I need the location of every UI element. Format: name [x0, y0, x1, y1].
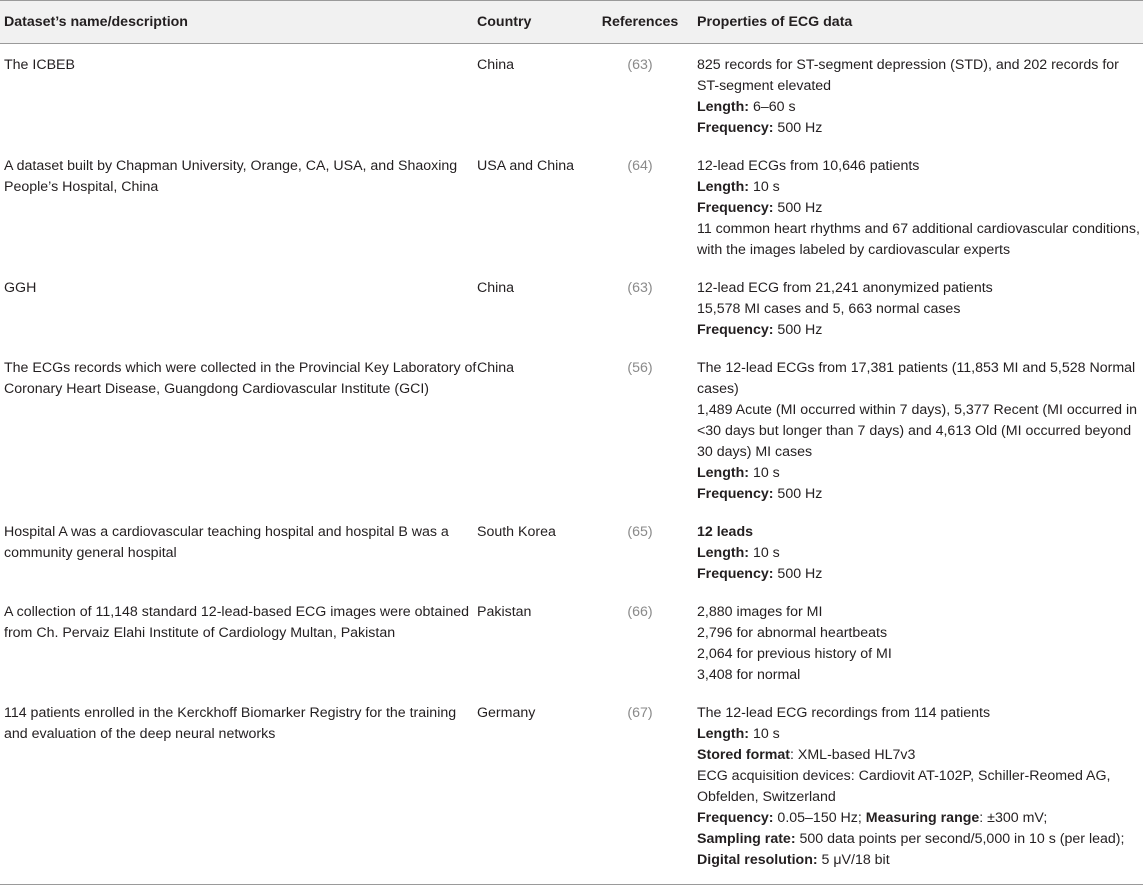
dataset-name-cell: A collection of 11,148 standard 12-lead-based ECG images were obtained from Ch. Pervaiz Elahi Institute of Cardiology Multan, Pakistan — [4, 604, 470, 641]
property-value: 10 s — [749, 545, 780, 561]
property-line — [697, 665, 1143, 686]
property-line — [697, 808, 1143, 829]
property-value: 10 s — [749, 465, 780, 481]
property-label: Length: — [697, 545, 750, 561]
country-cell: USA and China — [477, 158, 575, 174]
properties-cell — [697, 591, 1143, 692]
property-line — [697, 358, 1143, 400]
property-label: Length: — [697, 179, 750, 195]
table-row — [0, 347, 1143, 511]
property-line — [697, 400, 1143, 463]
table-row — [0, 511, 1143, 591]
properties-cell — [697, 347, 1143, 511]
property-line — [697, 564, 1143, 585]
dataset-name-cell: Hospital A was a cardiovascular teaching hospital and hospital B was a community general hospital — [4, 524, 449, 561]
property-line — [697, 745, 1143, 766]
property-line — [697, 484, 1143, 505]
property-label: Frequency: — [697, 810, 774, 826]
property-line — [697, 299, 1143, 320]
property-value: 12-lead ECGs from 10,646 patients — [697, 158, 920, 174]
dataset-name-cell: GGH — [4, 280, 37, 296]
property-line — [697, 703, 1143, 724]
reference-cell — [583, 145, 697, 267]
property-value: 5 μV/18 bit — [817, 852, 890, 868]
reference-cell — [583, 44, 697, 146]
property-line — [697, 55, 1143, 97]
table-row — [0, 145, 1143, 267]
dataset-name-cell: A dataset built by Chapman University, Orange, CA, USA, and Shaoxing People’s Hospital, China — [4, 158, 458, 195]
property-value: : ±300 mV; — [979, 810, 1048, 826]
property-label: Length: — [697, 465, 750, 481]
reference-cell — [583, 692, 697, 885]
property-value: 2,880 images for MI — [697, 604, 823, 620]
property-value: 500 Hz — [773, 120, 823, 136]
property-label: Frequency: — [697, 322, 774, 338]
country-cell: China — [477, 57, 515, 73]
property-line — [697, 198, 1143, 219]
property-line — [697, 118, 1143, 139]
property-label: Length: — [697, 726, 750, 742]
property-value: 500 Hz — [773, 566, 823, 582]
country-cell: China — [477, 360, 515, 376]
country-cell: South Korea — [477, 524, 556, 540]
properties-cell — [697, 511, 1143, 591]
property-label: Stored format — [697, 747, 791, 763]
dataset-name-cell: 114 patients enrolled in the Kerckhoff Biomarker Registry for the training and evaluation of the deep neural networks — [0, 692, 477, 885]
property-line — [697, 156, 1143, 177]
property-value: 3,408 for normal — [697, 667, 801, 683]
table-row — [0, 44, 1143, 146]
header-references: References — [583, 1, 697, 44]
property-value: ECG acquisition devices: Cardiovit AT-102P, Schiller-Reomed AG, Obfelden, Switzerland — [697, 768, 1111, 805]
property-value: 10 s — [749, 179, 780, 195]
properties-cell — [697, 267, 1143, 347]
dataset-name-cell: The ECGs records which were collected in the Provincial Key Laboratory of Coronary Heart Disease, Guangdong Cardiovascular Institute (GCI) — [4, 360, 477, 397]
header-properties: Properties of ECG data — [697, 1, 1143, 44]
property-value: 12-lead ECG from 21,241 anonymized patients — [697, 280, 993, 296]
table-header-row — [0, 1, 1143, 44]
header-dataset: Dataset’s name/description — [0, 1, 477, 44]
property-value: 11 common heart rhythms and 67 additional cardiovascular conditions, with the images labeled by cardiovascular experts — [697, 221, 1140, 258]
reference-link[interactable]: (56) — [627, 360, 653, 376]
property-label: Frequency: — [697, 120, 774, 136]
dataset-name-cell: The ICBEB — [4, 57, 75, 73]
country-cell: China — [477, 280, 515, 296]
reference-cell — [583, 347, 697, 511]
property-line — [697, 766, 1143, 808]
property-value: The 12-lead ECG recordings from 114 patients — [697, 705, 991, 721]
property-label: Measuring range — [865, 810, 980, 826]
property-value: 10 s — [749, 726, 780, 742]
property-line — [697, 278, 1143, 299]
property-label: 12 leads — [697, 524, 754, 540]
property-line — [697, 829, 1143, 871]
property-line — [697, 97, 1143, 118]
property-line — [697, 219, 1143, 261]
reference-link[interactable]: (63) — [627, 280, 653, 296]
property-value: 6–60 s — [749, 99, 796, 115]
property-value: 500 data points per second/5,000 in 10 s (per lead); — [795, 831, 1125, 847]
property-value: 1,489 Acute (MI occurred within 7 days), 5,377 Recent (MI occurred in <30 days but longer than 7 days) and 4,613 Old (MI occurred beyond 30 days) MI cases — [697, 402, 1138, 460]
reference-link[interactable]: (67) — [627, 705, 653, 721]
property-label: Digital resolution: — [697, 852, 818, 868]
property-label: Sampling rate: — [697, 831, 796, 847]
table-row — [0, 591, 1143, 692]
country-cell: Germany — [477, 692, 583, 885]
property-value: 2,796 for abnormal heartbeats — [697, 625, 888, 641]
table-body — [0, 44, 1143, 885]
reference-link[interactable]: (66) — [627, 604, 653, 620]
property-line — [697, 177, 1143, 198]
property-label: Frequency: — [697, 486, 774, 502]
reference-cell — [583, 267, 697, 347]
reference-link[interactable]: (65) — [627, 524, 653, 540]
header-country: Country — [477, 1, 583, 44]
property-line — [697, 463, 1143, 484]
reference-cell — [583, 591, 697, 692]
property-line — [697, 644, 1143, 665]
property-label: Frequency: — [697, 200, 774, 216]
reference-link[interactable]: (64) — [627, 158, 653, 174]
country-cell: Pakistan — [477, 604, 532, 620]
property-value: 500 Hz — [773, 486, 823, 502]
property-value: 500 Hz — [773, 322, 823, 338]
property-value: 15,578 MI cases and 5, 663 normal cases — [697, 301, 961, 317]
property-line — [697, 623, 1143, 644]
properties-cell — [697, 692, 1143, 885]
property-value: 825 records for ST-segment depression (STD), and 202 records for ST-segment elevated — [697, 57, 1119, 94]
property-value: The 12-lead ECGs from 17,381 patients (11,853 MI and 5,528 Normal cases) — [697, 360, 1136, 397]
property-line — [697, 543, 1143, 564]
table-row — [0, 267, 1143, 347]
properties-cell — [697, 44, 1143, 146]
property-line — [697, 522, 1143, 543]
property-value: 500 Hz — [773, 200, 823, 216]
reference-link[interactable]: (63) — [627, 57, 653, 73]
property-value: : XML-based HL7v3 — [790, 747, 916, 763]
property-label: Frequency: — [697, 566, 774, 582]
property-value: 0.05–150 Hz; — [773, 810, 866, 826]
property-label: Length: — [697, 99, 750, 115]
property-value: 2,064 for previous history of MI — [697, 646, 892, 662]
property-line — [697, 602, 1143, 623]
property-line — [697, 724, 1143, 745]
properties-cell — [697, 145, 1143, 267]
reference-cell — [583, 511, 697, 591]
table-row — [0, 692, 1143, 885]
property-line — [697, 320, 1143, 341]
